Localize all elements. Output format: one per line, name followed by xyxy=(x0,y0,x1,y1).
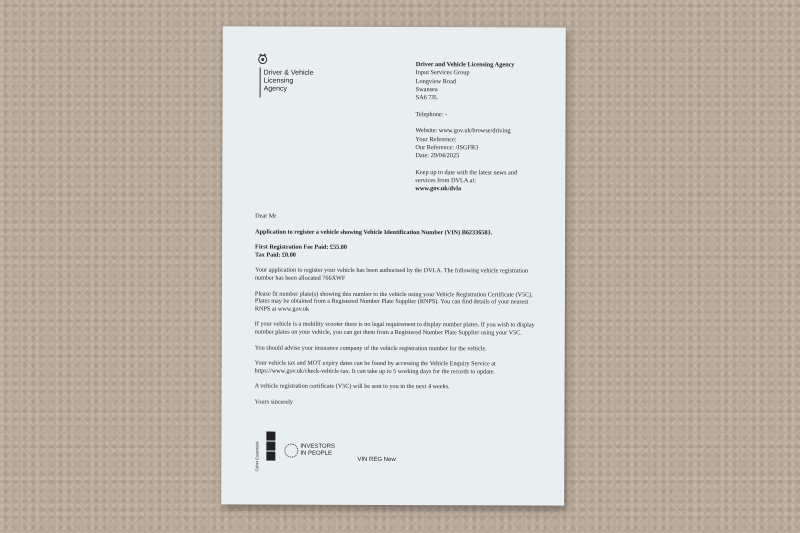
paragraph-authorised: Your application to register your vehicle has been authorised by the DVLA. The following vehicle registration number has been allocated 766XWF xyxy=(254,266,529,282)
fee-paid: First Registration Fee Paid: £55.00 xyxy=(255,243,348,252)
paragraph-mobility-scooter: If your vehicle is a mobility scooter there is no legal requirement to display number plates. If you wish to display number plates on your vehicle, you can get them from a Registered Number Plate Supplier using your V5C. xyxy=(254,320,535,337)
investors-in-people-label xyxy=(300,444,335,458)
subject-line: Application to register a vehicle showing Vehicle Identification Number (VIN) B62336583. xyxy=(255,228,493,236)
our-reference: Our Reference: /ISGFR3 xyxy=(415,144,479,152)
logo-line-1: Driver & Vehicle xyxy=(263,69,314,77)
news-line-1: Keep up to date with the latest news and xyxy=(415,168,518,177)
form-code: VIN REG New xyxy=(357,456,396,464)
paragraph-insurance: You should advise your insurance company of the vehicle registration number for the vehicle. xyxy=(254,344,487,352)
address-line-1: Input Services Group xyxy=(415,69,470,77)
investors-in-people-icon xyxy=(284,444,298,458)
paragraph-v5c: A vehicle registration certificate (V5C) will be sent to you in the next 4 weeks. xyxy=(254,382,450,391)
logo-line-2: Licensing xyxy=(263,77,294,85)
letter-footer xyxy=(254,432,534,473)
logo-line-3: Agency xyxy=(263,85,287,93)
cyber-essentials-label: Cyber Essentials xyxy=(254,441,260,472)
iip-line-1: INVESTORS xyxy=(300,443,335,450)
iip-line-2: IN PEOPLE xyxy=(300,450,333,457)
dvla-url: www.gov.uk/dvla xyxy=(415,185,462,193)
tax-paid: Tax Paid: £0.00 xyxy=(255,251,296,259)
logo-text xyxy=(264,70,314,94)
letter-sheet xyxy=(221,26,566,505)
your-reference: Your Reference: xyxy=(415,135,457,143)
postcode: SA6 7JL xyxy=(415,94,438,102)
website: Website: www.gov.uk/browse/driving xyxy=(415,127,511,135)
salutation: Dear Mr xyxy=(255,212,277,220)
address-line-2: Longview Road xyxy=(415,77,457,85)
paragraph-number-plates: Please fit number plate(s) showing this number to the vehicle using your Vehicle Registration Certificate (V5C). Plates may be obtained from a Registered Number Plate Supplier (RNPS). You can find details of your nearest RNPS at www.gov.uk xyxy=(254,290,533,313)
signoff: Yours sincerely xyxy=(254,398,293,406)
letter-date: Date: 29/04/2025 xyxy=(415,152,460,160)
organisation-name: Driver and Vehicle Licensing Agency xyxy=(415,61,515,69)
letter-body xyxy=(254,213,545,416)
logo-divider xyxy=(260,68,261,98)
sender-address-block xyxy=(415,61,517,194)
paragraph-tax-mot: Your vehicle tax and MOT expiry dates can be found by accessing the Vehicle Enquiry Service at https://www.gov.uk/check-vehicle-tax. It can take up to 5 working days for the records to update. xyxy=(254,359,496,376)
cyber-essentials-logo xyxy=(266,432,276,462)
address-line-3: Swansea xyxy=(415,85,438,94)
royal-crest-icon xyxy=(256,52,270,66)
telephone: Telephone: - xyxy=(415,110,448,118)
news-line-2: services from DVLA at: xyxy=(415,177,476,185)
